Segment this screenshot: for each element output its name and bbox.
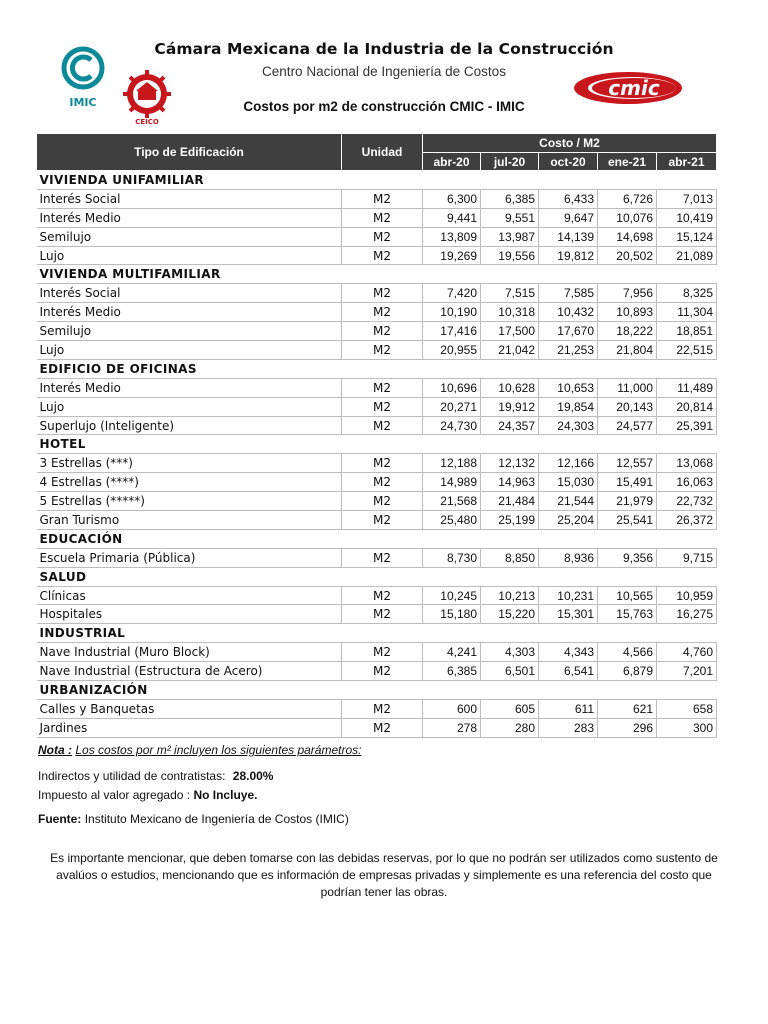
row-unit: M2	[342, 586, 423, 605]
cost-value: 6,433	[539, 189, 598, 208]
row-unit: M2	[342, 643, 423, 662]
cost-value: 278	[423, 718, 481, 737]
table-row	[37, 605, 717, 624]
cost-value: 6,541	[539, 662, 598, 681]
cost-value: 24,730	[423, 416, 481, 435]
row-unit: M2	[342, 303, 423, 322]
row-unit: M2	[342, 511, 423, 530]
cost-value: 12,557	[598, 454, 657, 473]
cost-value: 15,180	[423, 605, 481, 624]
cost-value: 25,541	[598, 511, 657, 530]
cost-value: 15,301	[539, 605, 598, 624]
cost-value: 15,220	[481, 605, 539, 624]
cost-value: 10,565	[598, 586, 657, 605]
row-unit: M2	[342, 208, 423, 227]
cost-value: 8,730	[423, 548, 481, 567]
cost-value: 611	[539, 699, 598, 718]
cost-value: 6,385	[481, 189, 539, 208]
category-row	[37, 681, 717, 700]
col-header-unidad: Unidad	[342, 134, 423, 171]
table-row	[37, 662, 717, 681]
cost-value: 10,959	[657, 586, 717, 605]
imic-logo-text: IMIC	[69, 96, 97, 109]
fuente-line	[38, 812, 349, 826]
cost-value: 600	[423, 699, 481, 718]
cost-value: 12,188	[423, 454, 481, 473]
col-header-period: abr-20	[423, 153, 481, 171]
category-label: VIVIENDA MULTIFAMILIAR	[37, 265, 717, 284]
col-header-tipo: Tipo de Edificación	[37, 134, 342, 171]
row-name: Semilujo	[37, 322, 342, 341]
table-header	[37, 134, 717, 171]
table-row	[37, 397, 717, 416]
cost-value: 14,139	[539, 227, 598, 246]
cost-value: 20,271	[423, 397, 481, 416]
cost-value: 25,199	[481, 511, 539, 530]
table-row	[37, 189, 717, 208]
row-unit: M2	[342, 492, 423, 511]
cost-value: 7,515	[481, 284, 539, 303]
row-name: Nave Industrial (Muro Block)	[37, 643, 342, 662]
cost-value: 10,213	[481, 586, 539, 605]
row-name: Lujo	[37, 341, 342, 360]
table-row	[37, 378, 717, 397]
cost-value: 658	[657, 699, 717, 718]
cost-value: 9,551	[481, 208, 539, 227]
row-unit: M2	[342, 718, 423, 737]
indirectos-value: 28.00%	[232, 769, 274, 783]
table-row	[37, 511, 717, 530]
table-row	[37, 699, 717, 718]
row-name: 3 Estrellas (***)	[37, 454, 342, 473]
row-unit: M2	[342, 699, 423, 718]
row-name: Interés Medio	[37, 303, 342, 322]
category-label: SALUD	[37, 567, 717, 586]
cost-value: 13,809	[423, 227, 481, 246]
cost-value: 10,696	[423, 378, 481, 397]
cost-value: 18,851	[657, 322, 717, 341]
table-row	[37, 473, 717, 492]
row-name: Clínicas	[37, 586, 342, 605]
ceico-logo-text: CEICO	[135, 118, 159, 126]
row-name: Interés Social	[37, 284, 342, 303]
table-title: Costos por m2 de construcción CMIC - IMIC	[243, 99, 525, 114]
cost-value: 9,647	[539, 208, 598, 227]
table-row	[37, 303, 717, 322]
row-unit: M2	[342, 246, 423, 265]
cost-value: 621	[598, 699, 657, 718]
cost-value: 10,419	[657, 208, 717, 227]
page-subtitle: Centro Nacional de Ingeniería de Costos	[262, 64, 506, 79]
table-row	[37, 454, 717, 473]
cost-value: 10,190	[423, 303, 481, 322]
row-unit: M2	[342, 548, 423, 567]
cost-value: 4,241	[423, 643, 481, 662]
category-label: INDUSTRIAL	[37, 624, 717, 643]
table-row	[37, 643, 717, 662]
cost-value: 6,879	[598, 662, 657, 681]
row-unit: M2	[342, 341, 423, 360]
table-row	[37, 284, 717, 303]
row-name: Calles y Banquetas	[37, 699, 342, 718]
nota-line	[38, 743, 361, 757]
cost-value: 24,303	[539, 416, 598, 435]
table-row	[37, 416, 717, 435]
row-unit: M2	[342, 227, 423, 246]
category-row	[37, 435, 717, 454]
cmic-logo-text: cmic	[608, 76, 660, 100]
cost-value: 280	[481, 718, 539, 737]
cost-value: 20,143	[598, 397, 657, 416]
cost-value: 21,484	[481, 492, 539, 511]
cost-value: 21,804	[598, 341, 657, 360]
cost-value: 7,956	[598, 284, 657, 303]
row-unit: M2	[342, 416, 423, 435]
cost-value: 15,030	[539, 473, 598, 492]
cost-value: 24,577	[598, 416, 657, 435]
col-header-period: abr-21	[657, 153, 717, 171]
cost-value: 19,556	[481, 246, 539, 265]
row-name: Interés Social	[37, 189, 342, 208]
row-unit: M2	[342, 605, 423, 624]
cost-value: 17,670	[539, 322, 598, 341]
category-label: EDIFICIO DE OFICINAS	[37, 359, 717, 378]
cost-value: 7,201	[657, 662, 717, 681]
cost-value: 15,491	[598, 473, 657, 492]
cost-value: 8,936	[539, 548, 598, 567]
cost-value: 9,441	[423, 208, 481, 227]
cost-value: 21,568	[423, 492, 481, 511]
category-label: EDUCACIÓN	[37, 529, 717, 548]
cost-value: 26,372	[657, 511, 717, 530]
cost-value: 15,124	[657, 227, 717, 246]
row-name: Lujo	[37, 246, 342, 265]
table-row	[37, 492, 717, 511]
row-unit: M2	[342, 454, 423, 473]
cost-value: 22,515	[657, 341, 717, 360]
cost-value: 11,489	[657, 378, 717, 397]
cost-value: 12,132	[481, 454, 539, 473]
costs-table	[36, 133, 717, 738]
cost-value: 4,343	[539, 643, 598, 662]
table-row	[37, 227, 717, 246]
cost-value: 18,222	[598, 322, 657, 341]
nota-label: Nota :	[38, 743, 72, 757]
iva-value: No Incluye.	[193, 788, 258, 802]
row-unit: M2	[342, 322, 423, 341]
cost-value: 25,480	[423, 511, 481, 530]
row-name: 4 Estrellas (****)	[37, 473, 342, 492]
cost-value: 4,566	[598, 643, 657, 662]
table-row	[37, 246, 717, 265]
cost-value: 4,303	[481, 643, 539, 662]
cost-value: 9,356	[598, 548, 657, 567]
cost-value: 13,068	[657, 454, 717, 473]
col-header-costo: Costo / M2	[423, 134, 717, 153]
cost-value: 16,275	[657, 605, 717, 624]
cost-value: 9,715	[657, 548, 717, 567]
row-name: Interés Medio	[37, 208, 342, 227]
cost-value: 10,893	[598, 303, 657, 322]
cost-value: 14,963	[481, 473, 539, 492]
category-row	[37, 529, 717, 548]
cost-value: 21,544	[539, 492, 598, 511]
cost-value: 10,318	[481, 303, 539, 322]
cost-value: 22,732	[657, 492, 717, 511]
row-name: Superlujo (Inteligente)	[37, 416, 342, 435]
iva-line	[38, 788, 257, 802]
fuente-label: Fuente:	[38, 812, 82, 826]
document-header	[0, 0, 768, 130]
row-name: Hospitales	[37, 605, 342, 624]
cost-value: 300	[657, 718, 717, 737]
row-name: Lujo	[37, 397, 342, 416]
fuente-text: Instituto Mexicano de Ingeniería de Costos (IMIC)	[84, 812, 349, 826]
cost-value: 21,979	[598, 492, 657, 511]
cost-value: 6,726	[598, 189, 657, 208]
category-row	[37, 567, 717, 586]
table-row	[37, 208, 717, 227]
cost-value: 10,231	[539, 586, 598, 605]
cost-value: 19,912	[481, 397, 539, 416]
cost-value: 21,253	[539, 341, 598, 360]
cost-value: 4,760	[657, 643, 717, 662]
cost-value: 10,653	[539, 378, 598, 397]
row-unit: M2	[342, 662, 423, 681]
col-header-period: jul-20	[481, 153, 539, 171]
table-body	[37, 171, 717, 738]
row-name: 5 Estrellas (*****)	[37, 492, 342, 511]
cost-value: 6,300	[423, 189, 481, 208]
cost-value: 6,385	[423, 662, 481, 681]
cost-value: 24,357	[481, 416, 539, 435]
cost-value: 7,585	[539, 284, 598, 303]
cost-value: 10,432	[539, 303, 598, 322]
cost-value: 12,166	[539, 454, 598, 473]
cost-value: 10,076	[598, 208, 657, 227]
col-header-period: ene-21	[598, 153, 657, 171]
cost-value: 20,502	[598, 246, 657, 265]
cost-value: 283	[539, 718, 598, 737]
row-name: Gran Turismo	[37, 511, 342, 530]
cost-value: 8,850	[481, 548, 539, 567]
disclaimer-text: Es importante mencionar, que deben tomarse con las debidas reservas, por lo que no podrán ser utilizados como sustento de avalúos o estudios, mencionando que es información de empresas privadas y simplemente es una referencia del costo que podrían tener las obras.	[50, 851, 718, 899]
cost-value: 15,763	[598, 605, 657, 624]
cost-value: 10,628	[481, 378, 539, 397]
cost-value: 14,698	[598, 227, 657, 246]
indirectos-line	[38, 769, 273, 783]
cost-value: 8,325	[657, 284, 717, 303]
row-name: Jardines	[37, 718, 342, 737]
indirectos-label: Indirectos y utilidad de contratistas:	[38, 769, 226, 783]
cost-value: 20,814	[657, 397, 717, 416]
category-row	[37, 624, 717, 643]
cost-value: 605	[481, 699, 539, 718]
row-name: Semilujo	[37, 227, 342, 246]
row-unit: M2	[342, 397, 423, 416]
table-row	[37, 586, 717, 605]
category-row	[37, 265, 717, 284]
page-title: Cámara Mexicana de la Industria de la Construcción	[154, 40, 614, 58]
row-name: Escuela Primaria (Pública)	[37, 548, 342, 567]
cost-value: 13,987	[481, 227, 539, 246]
category-label: HOTEL	[37, 435, 717, 454]
cost-value: 21,089	[657, 246, 717, 265]
row-unit: M2	[342, 378, 423, 397]
row-name: Nave Industrial (Estructura de Acero)	[37, 662, 342, 681]
cost-value: 7,420	[423, 284, 481, 303]
table-row	[37, 718, 717, 737]
row-name: Interés Medio	[37, 378, 342, 397]
cost-value: 25,391	[657, 416, 717, 435]
cost-value: 17,500	[481, 322, 539, 341]
cost-value: 6,501	[481, 662, 539, 681]
cost-value: 25,204	[539, 511, 598, 530]
cost-value: 7,013	[657, 189, 717, 208]
cost-value: 19,812	[539, 246, 598, 265]
category-label: URBANIZACIÓN	[37, 681, 717, 700]
row-unit: M2	[342, 284, 423, 303]
row-unit: M2	[342, 473, 423, 492]
cost-value: 10,245	[423, 586, 481, 605]
cost-value: 296	[598, 718, 657, 737]
table-row	[37, 548, 717, 567]
cost-value: 17,416	[423, 322, 481, 341]
cost-value: 16,063	[657, 473, 717, 492]
table-row	[37, 341, 717, 360]
table-row	[37, 322, 717, 341]
col-header-period: oct-20	[539, 153, 598, 171]
category-row	[37, 171, 717, 190]
cost-value: 11,304	[657, 303, 717, 322]
cost-value: 14,989	[423, 473, 481, 492]
cost-value: 20,955	[423, 341, 481, 360]
category-row	[37, 359, 717, 378]
category-label: VIVIENDA UNIFAMILIAR	[37, 171, 717, 190]
cost-value: 21,042	[481, 341, 539, 360]
cost-value: 19,269	[423, 246, 481, 265]
cost-value: 11,000	[598, 378, 657, 397]
row-unit: M2	[342, 189, 423, 208]
nota-text: Los costos por m² incluyen los siguientes parámetros:	[75, 743, 362, 757]
cost-value: 19,854	[539, 397, 598, 416]
iva-label: Impuesto al valor agregado :	[38, 788, 191, 802]
